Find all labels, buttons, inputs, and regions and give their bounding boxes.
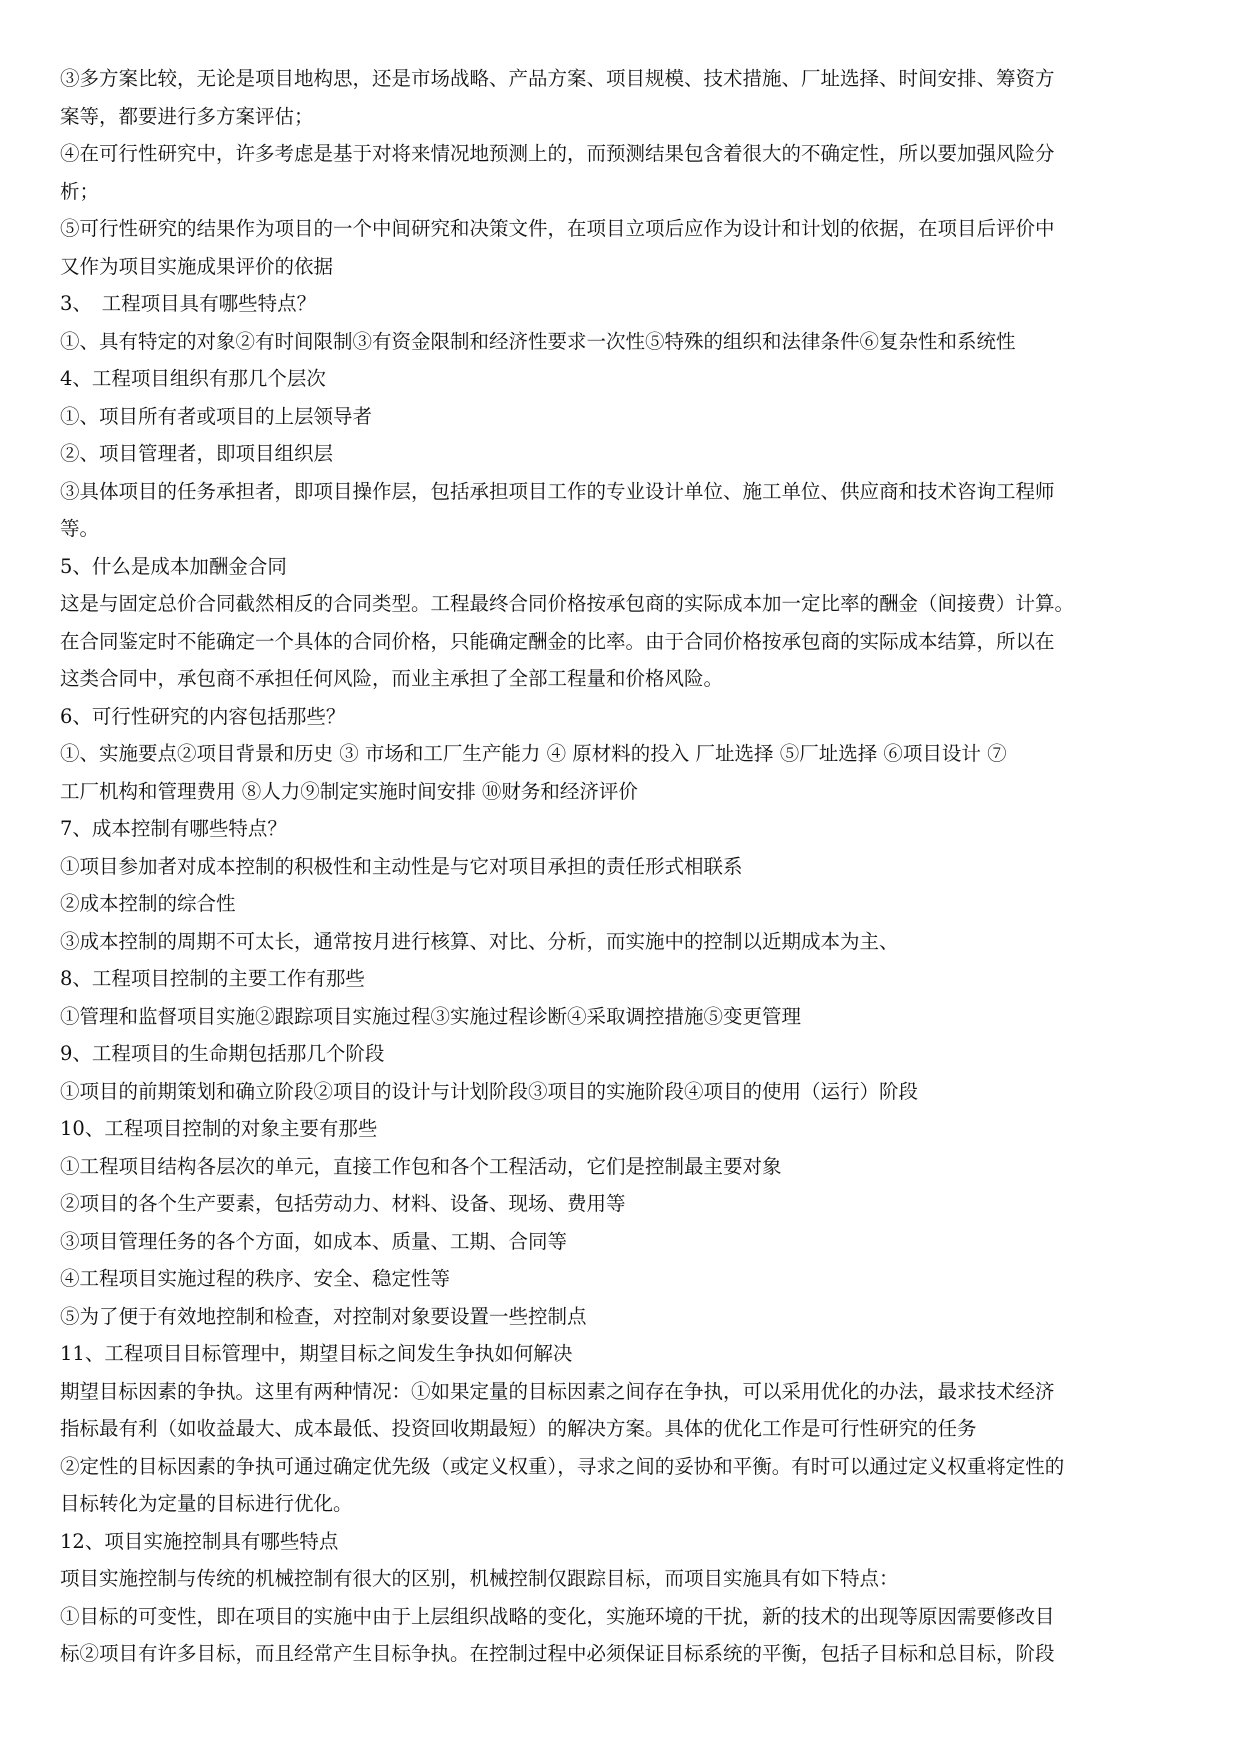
text-line: 8、工程项目控制的主要工作有那些 [60,967,365,990]
text-line: 等。 [60,517,100,540]
text-line: 指标最有利（如收益最大、成本最低、投资回收期最短）的解决方案。具体的优化工作是可行性研究的任务 [60,1417,977,1440]
text-line: ②项目的各个生产要素，包括劳动力、材料、设备、现场、费用等 [60,1192,626,1215]
text-line: 4、工程项目组织有那几个层次 [60,367,326,390]
text-line: ①工程项目结构各层次的单元，直接工作包和各个工程活动，它们是控制最主要对象 [60,1154,782,1178]
text-line: 工厂机构和管理费用 ⑧人力⑨制定实施时间安排 ⑩财务和经济评价 [60,779,638,803]
text-line: 3、 工程项目具有哪些特点？ [60,292,317,315]
text-line: ③具体项目的任务承担者，即项目操作层，包括承担项目工作的专业设计单位、施工单位、供应商和技术咨询工程师 [60,479,1055,503]
text-line: ①、实施要点②项目背景和历史 ③ 市场和工厂生产能力 ④ 原材料的投入 厂址选择 ⑤厂址选择 ⑥项目设计 ⑦ [60,742,1007,765]
text-line: 5、什么是成本加酬金合同 [60,554,287,578]
text-line: ①、项目所有者或项目的上层领导者 [60,404,373,428]
text-line: 9、工程项目的生命期包括那几个阶段 [60,1042,385,1065]
text-line: ②、项目管理者，即项目组织层 [60,442,334,465]
text-line: 7、成本控制有哪些特点？ [60,817,287,840]
text-line: 目标转化为定量的目标进行优化。 [60,1492,353,1515]
text-line: ①项目的前期策划和确立阶段②项目的设计与计划阶段③项目的实施阶段④项目的使用（运行）阶段 [60,1079,919,1103]
text-line: ③项目管理任务的各个方面，如成本、质量、工期、合同等 [60,1229,568,1253]
text-line: 11、工程项目目标管理中，期望目标之间发生争执如何解决 [60,1342,573,1365]
text-line: 10、工程项目控制的对象主要有那些 [60,1117,378,1140]
text-line: ②成本控制的综合性 [60,892,236,915]
text-line: 项目实施控制与传统的机械控制有很大的区别，机械控制仅跟踪目标，而项目实施具有如下特点： [60,1567,899,1590]
text-line: ⑤为了便于有效地控制和检查，对控制对象要设置一些控制点 [60,1304,587,1328]
text-line: ③成本控制的周期不可太长，通常按月进行核算、对比、分析，而实施中的控制以近期成本为主、 [60,929,899,953]
text-line: 又作为项目实施成果评价的依据 [60,254,334,278]
text-line: ①管理和监督项目实施②跟踪项目实施过程③实施过程诊断④采取调控措施⑤变更管理 [60,1004,802,1028]
text-line: 6、可行性研究的内容包括那些？ [60,704,346,728]
text-line: 标②项目有许多目标，而且经常产生目标争执。在控制过程中必须保证目标系统的平衡，包括子目标和总目标，阶段 [60,1642,1055,1665]
text-line: ②定性的目标因素的争执可通过确定优先级（或定义权重），寻求之间的妥协和平衡。有时可以通过定义权重将定性的 [60,1454,1065,1478]
text-line: 案等，都要进行多方案评估； [60,104,314,128]
document-text-body [60,60,1190,1673]
text-line: 期望目标因素的争执。这里有两种情况：①如果定量的目标因素之间存在争执，可以采用优化的办法，最求技术经济 [60,1379,1055,1403]
text-line: ④在可行性研究中，许多考虑是基于对将来情况地预测上的，而预测结果包含着很大的不确定性，所以要加强风险分 [60,142,1055,165]
text-line: ①、具有特定的对象②有时间限制③有资金限制和经济性要求一次性⑤特殊的组织和法律条件⑥复杂性和系统性 [60,329,1016,353]
text-line: ①项目参加者对成本控制的积极性和主动性是与它对项目承担的责任形式相联系 [60,854,743,878]
text-line: 在合同鉴定时不能确定一个具体的合同价格，只能确定酬金的比率。由于合同价格按承包商的实际成本结算，所以在 [60,629,1055,653]
text-line: 这类合同中，承包商不承担任何风险，而业主承担了全部工程量和价格风险。 [60,667,724,690]
text-line: ④工程项目实施过程的秩序、安全、稳定性等 [60,1267,451,1290]
text-line: 这是与固定总价合同截然相反的合同类型。工程最终合同价格按承包商的实际成本加一定比率的酬金（间接费）计算。 [60,592,1075,615]
text-line: 析； [60,179,100,203]
text-line: ③多方案比较，无论是项目地构思，还是市场战略、产品方案、项目规模、技术措施、厂址选择、时间安排、筹资方 [60,67,1055,90]
text-line: 12、项目实施控制具有哪些特点 [60,1529,339,1553]
text-line: ①目标的可变性，即在项目的实施中由于上层组织战略的变化，实施环境的干扰，新的技术的出现等原因需要修改目 [60,1604,1055,1628]
text-line: ⑤可行性研究的结果作为项目的一个中间研究和决策文件，在项目立项后应作为设计和计划的依据，在项目后评价中 [60,217,1055,240]
